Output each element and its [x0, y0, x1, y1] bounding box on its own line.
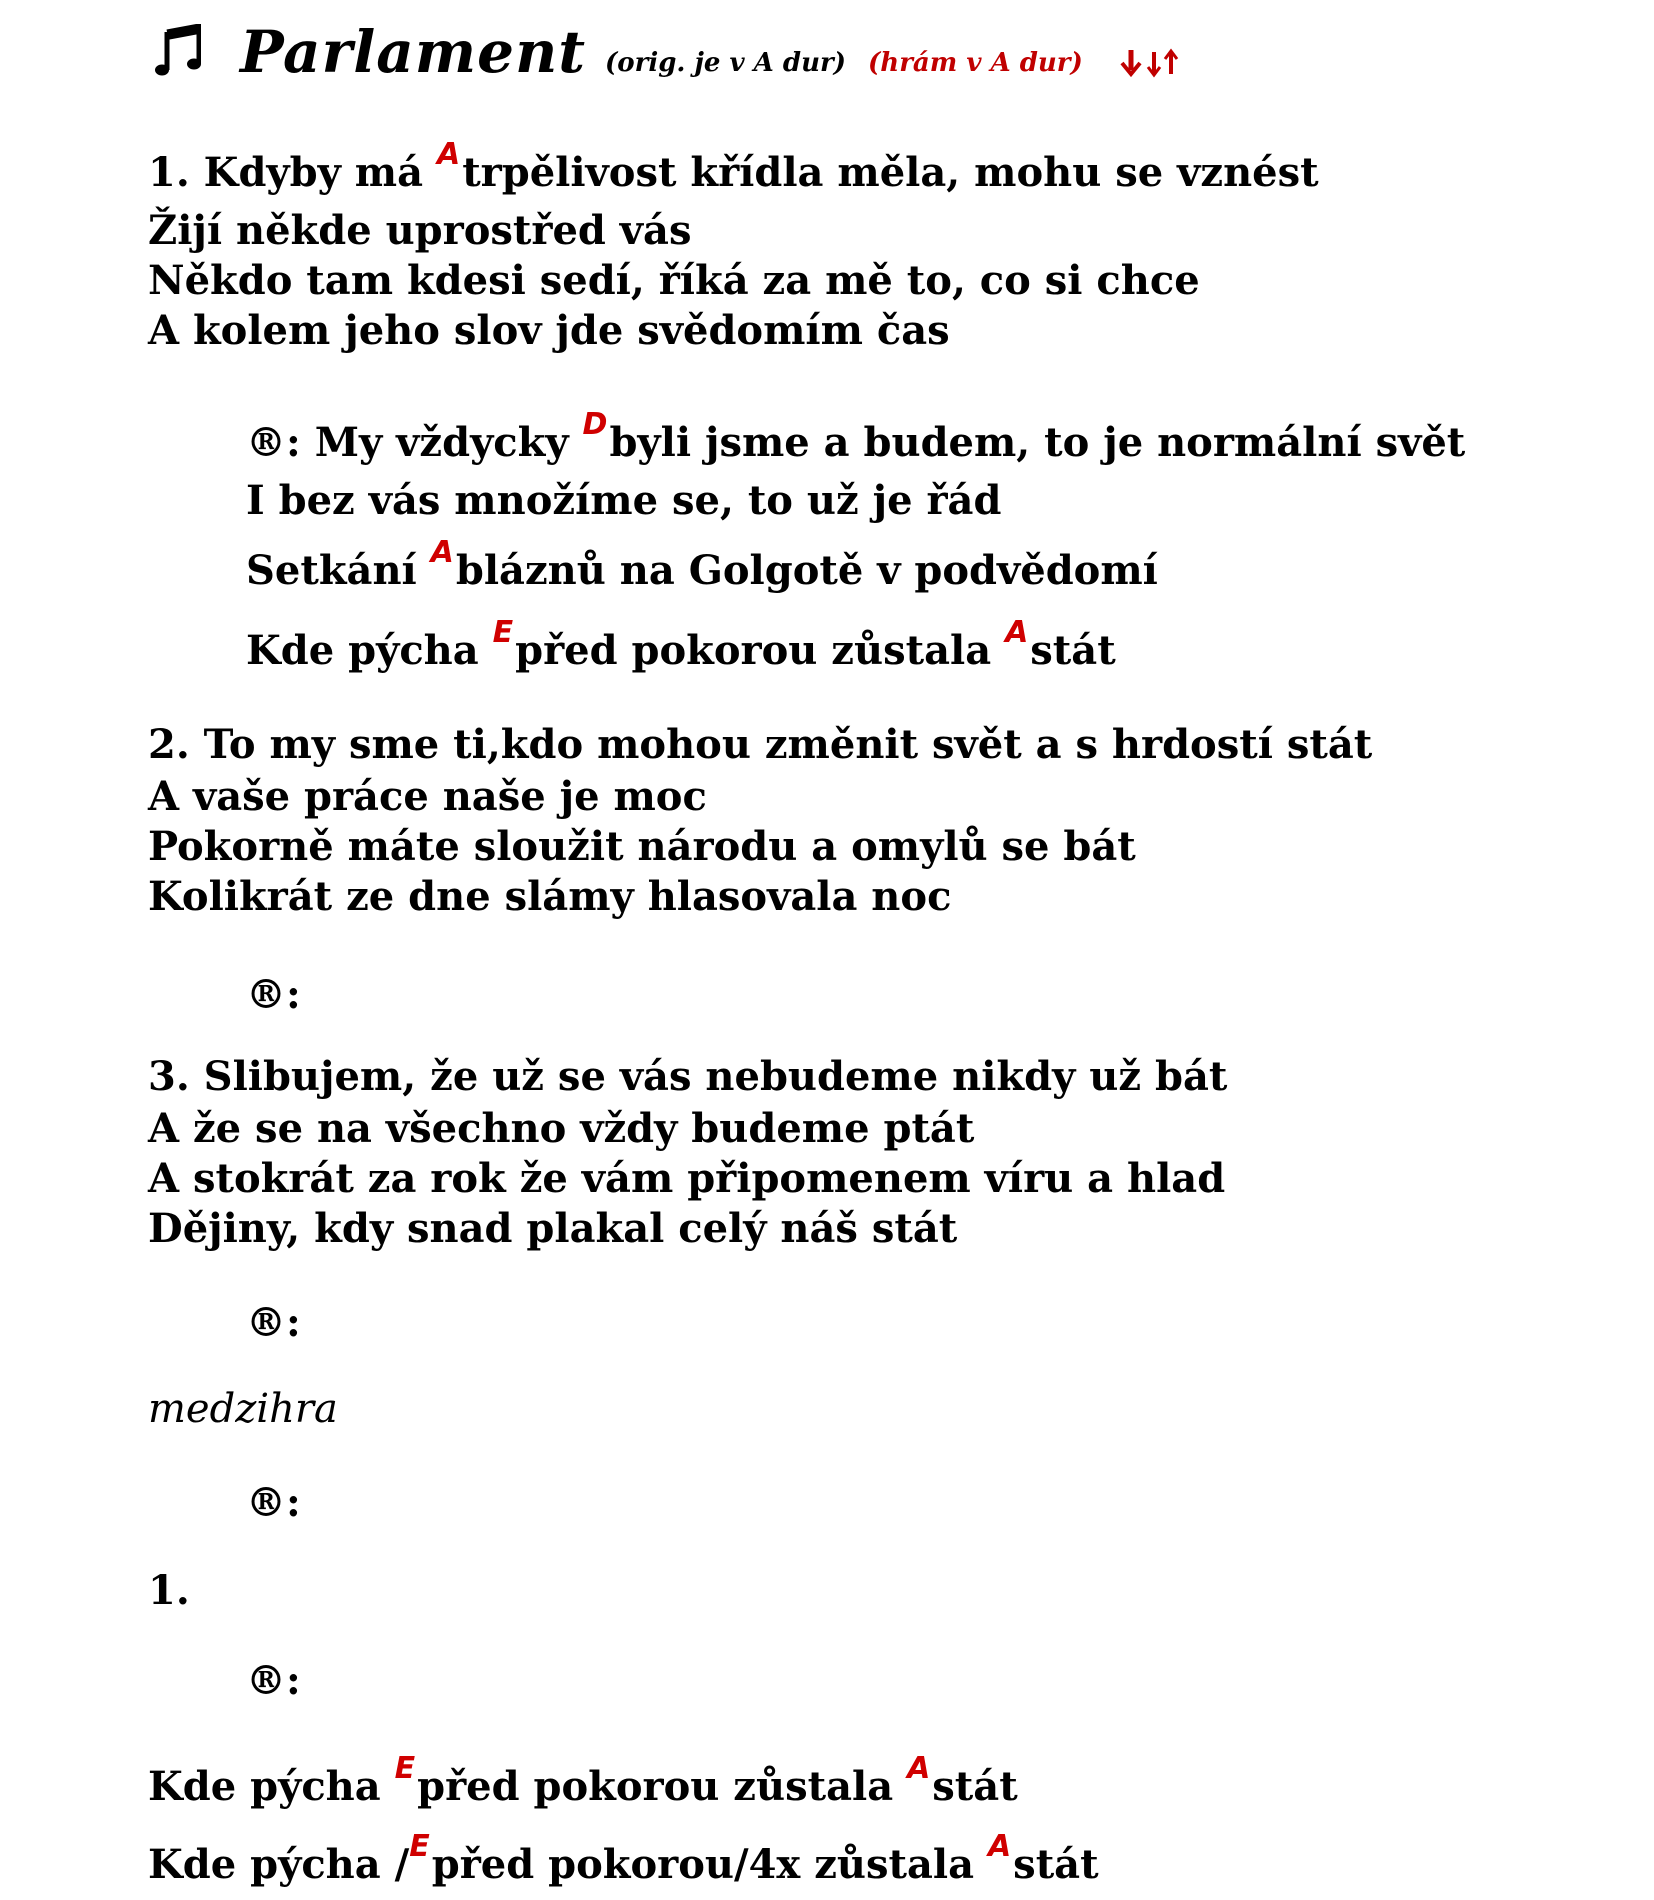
song-title: Parlament	[240, 18, 587, 86]
refrain-marker: ®:	[246, 1657, 301, 1704]
verse2-line1: 2. To my sme ti,kdo mohou změnit svět a s hrdostí stát	[148, 721, 1373, 768]
verse3-line1: 3. Slibujem, že už se vás nebudeme nikdy už bát	[148, 1053, 1228, 1100]
chord-label: E	[492, 615, 514, 650]
verse3-line2: A že se na všechno vždy budeme ptát	[148, 1105, 975, 1152]
chord-label: A	[430, 535, 454, 570]
verse2-line4: Kolikrát ze dne slámy hlasovala noc	[148, 873, 952, 920]
chorus-line2: I bez vás množíme se, to už je řád	[246, 477, 1002, 524]
arrow-down-icon[interactable]	[1120, 48, 1142, 78]
chorus-line1: ®: My vždycky $^D$byli jsme a budem, to je normální svět	[246, 407, 1466, 466]
verse1-line2: Žijí někde uprostřed vás	[148, 207, 692, 254]
chord-label: E	[394, 1751, 416, 1786]
refrain-marker: ®:	[246, 971, 301, 1018]
verse3-line4: Dějiny, kdy snad plakal celý náš stát	[148, 1205, 958, 1252]
repeat-verse-marker: 1.	[148, 1567, 190, 1614]
chorus-line3: Setkání $^A$bláznů na Golgotě v podvědomí	[246, 535, 1158, 594]
verse2-line2: A vaše práce naše je moc	[148, 773, 707, 820]
music-note-icon	[155, 24, 201, 78]
chord-label: A	[1005, 615, 1029, 650]
verse2-line3: Pokorně máte sloužit národu a omylů se bát	[148, 823, 1136, 870]
chord-label: E	[409, 1829, 430, 1864]
outro-line1: Kde pýcha $^E$před pokorou zůstala $^A$stát	[148, 1751, 1018, 1810]
chord-label: D	[582, 407, 608, 442]
verse1-line1: 1. Kdyby má $^A$trpělivost křídla měla, mohu se vznést	[148, 137, 1319, 196]
interlude-label: medzihra	[148, 1386, 338, 1432]
refrain-marker: ®:	[246, 1299, 301, 1346]
verse1-line4: A kolem jeho slov jde svědomím čas	[148, 307, 950, 354]
arrow-up-down-icon[interactable]	[1145, 48, 1181, 78]
verse3-line3: A stokrát za rok že vám připomenem víru a hlad	[148, 1155, 1226, 1202]
refrain-marker: ®:	[246, 1479, 301, 1526]
chord-label: A	[436, 137, 461, 172]
chord-label: A	[987, 1829, 1012, 1864]
outro-line2: Kde pýcha /$^E$před pokorou/4x zůstala $^A$stát	[148, 1829, 1099, 1888]
original-key: (orig. je v A dur)	[605, 48, 846, 78]
chord-label: A	[907, 1751, 931, 1786]
chorus-line4: Kde pýcha $^E$před pokorou zůstala $^A$stát	[246, 615, 1116, 674]
played-key[interactable]: (hrám v A dur)	[868, 48, 1083, 78]
verse1-line3: Někdo tam kdesi sedí, říká za mě to, co si chce	[148, 257, 1200, 304]
